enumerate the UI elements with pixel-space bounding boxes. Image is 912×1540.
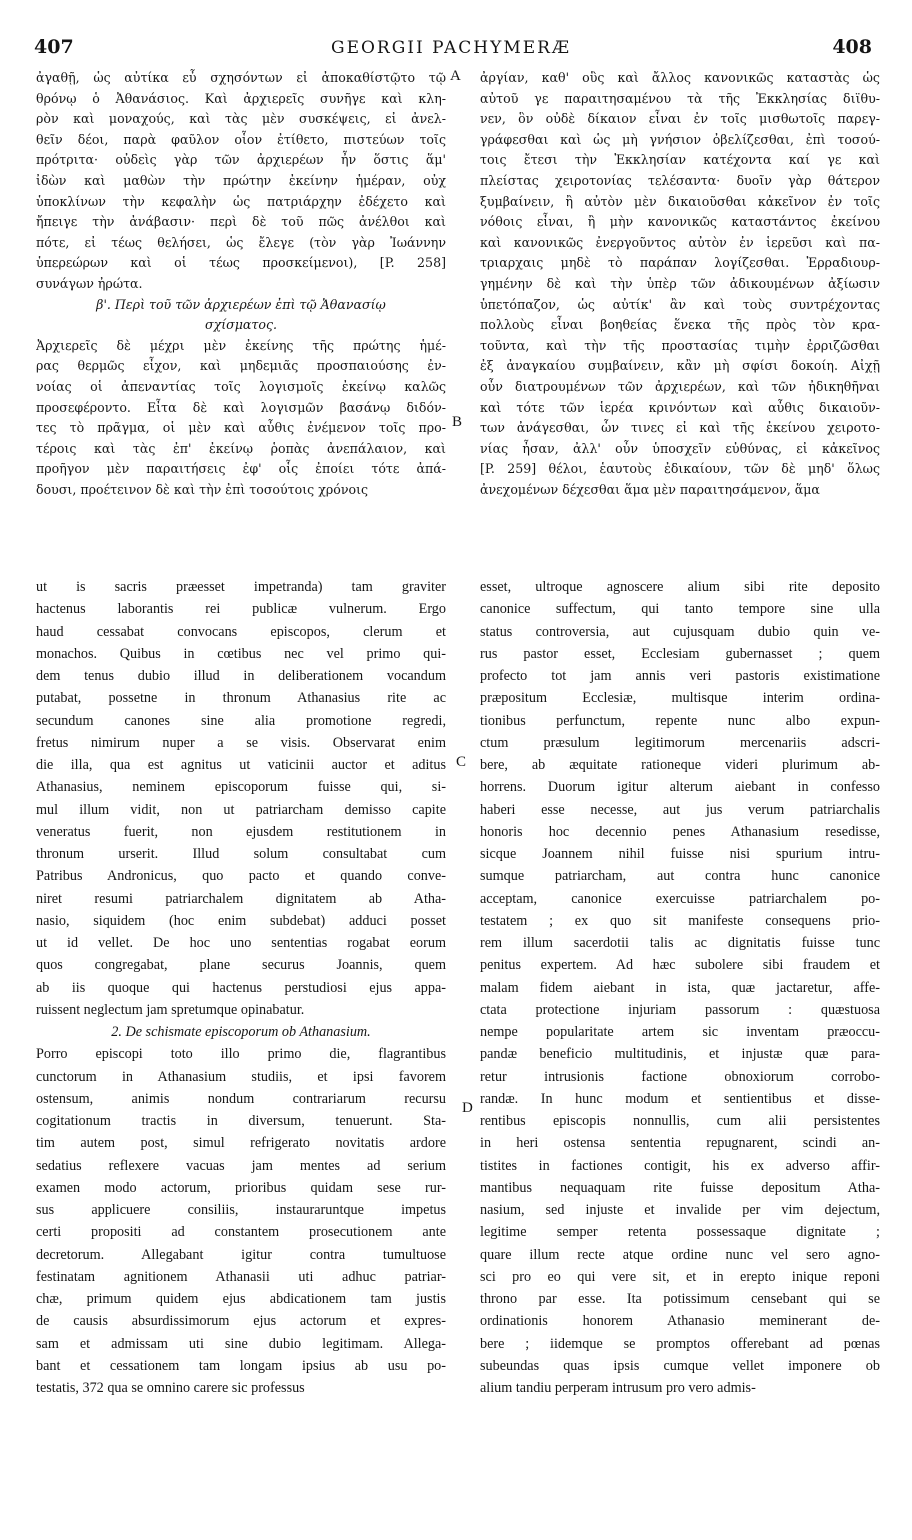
text-line: chæ, primum quidem ejus abdicationem tam justis <box>36 1291 446 1307</box>
text-line: veneratus fuerit, non ejusdem restitutionem in <box>36 823 446 840</box>
text-line: honoris hoc decennio penes Athanasium resedisse, <box>480 823 880 840</box>
text-line: subeundas quas ipsis cumque vellet imponere ob <box>480 1357 880 1374</box>
text-line: esset, ultroque agnoscere alium sibi rite deposito <box>480 579 880 595</box>
greek-column-left <box>36 68 446 553</box>
page-number-right: 408 <box>832 36 872 58</box>
text-line: dem tenus dubio illud in deliberationem vocandum <box>36 668 446 684</box>
text-line: τέροις καὶ τὰς ἐπ' ἐκείνῳ ῥοπὰς ἀνεπάλαιον, καὶ <box>36 440 446 456</box>
text-line: αὐτοῦ γε παραιτησαμένου τὰ τῆς Ἐκκλησίας διϊθυ- <box>480 90 880 106</box>
text-line: bere, ab æquitate rationeque videri plurimum ab- <box>480 757 880 773</box>
text-line: τες τὸ πρᾶγμα, οἱ μὲν καὶ αὖθις ἐνέμενον τοῖς προ- <box>36 420 446 436</box>
text-line: throno par esse. Ita potissimum censebant qui se <box>480 1291 880 1307</box>
text-line: θεῖν δέοι, παρὰ φαῦλον οἷον ἐτίθετο, πιστεύων τοῖς <box>36 131 446 147</box>
text-line: [P. 259] θέλοι, ἑαυτοὺς ἐδικαίουν, τῶν δὲ μηδ' ὅλως <box>480 461 880 477</box>
text-line: πλείστας χειροτονίας τελέσαντα· δυοῖν γὰρ θάτερον <box>480 172 880 188</box>
text-line: de causis absurdissimorum ejus actorum et expres- <box>36 1313 446 1330</box>
text-line: bant et cessationem tam longam ipsius ab usu po- <box>36 1357 446 1374</box>
text-line: nasium, sed injuste et invalide per vim dejectum, <box>480 1202 880 1218</box>
section-marker-c: C <box>456 754 467 770</box>
text-line: status controversia, aut cujusquam dubio quin ve- <box>480 623 880 640</box>
text-line: ἰδὼν καὶ μαθὼν τὴν πρώτην ἐκείνην ἡμέραν, οὐχ <box>36 172 446 188</box>
text-line: οὖν διατρουμένων τῶν ἀρχιερέων, καὶ τῶν ἠδικηθῆναι <box>480 378 880 394</box>
text-line: quos congregabat, plane securus Joannis, quem <box>36 957 446 974</box>
text-line: νεν, ὃν οὐδὲ δίκαιον εἶναι ἐν τοῖς μισθωτοῖς παρεγ- <box>480 111 880 127</box>
text-line: mul illum vidit, non ut patriarcham demisso capite <box>36 801 446 818</box>
text-line: retur intrusionis factione obnoxiorum corrobo- <box>480 1068 880 1085</box>
text-line: sci pro eo qui vere sit, et in erepto inique reponi <box>480 1268 880 1285</box>
text-line: προῆγον μὲν παραιτήσεις ἐφ' οἷς ἐποίει τότε ἀπά- <box>36 461 446 477</box>
text-line: rentibus episcopis nonnullis, cum alii persistentes <box>480 1113 880 1129</box>
text-line: festinatam agnitionem Athanasii uti adhuc patriar- <box>36 1268 446 1285</box>
text-line: καὶ κανονικῶς ἐνεργοῦντος αὐτὸν ἐν ἱερεῦσι καὶ πα- <box>480 234 880 250</box>
text-line: θρόνῳ ὁ Ἀθανάσιος. Καὶ ἀρχιερεῖς συνῆγε καὶ κλη- <box>36 90 446 106</box>
text-line: horrens. Duorum igitur alterum aiebant in confesso <box>480 779 880 796</box>
text-line: ut id vellet. De hoc uno sententias rogabat eorum <box>36 935 446 951</box>
text-line: certi propositi ad constantem prosecutionem ante <box>36 1224 446 1241</box>
text-line: testatis, 372 qua se omnino carere sic professus <box>36 1380 305 1396</box>
text-line: nasio, siquidem (hoc enim subdebat) adduci posset <box>36 912 446 929</box>
greek-column-right <box>480 68 880 553</box>
text-line: acceptam, canonice exercuisse patriarchalem po- <box>480 890 880 907</box>
text-line: τριαρχαις μηδὲ τὸ παράπαν λογίζεσθαι. Ἐρραδιουρ- <box>480 255 880 271</box>
text-line: σχίσματος. <box>204 317 278 333</box>
text-line: fretus nimirum nuper a se visis. Observarat enim <box>36 734 446 751</box>
text-line: pandæ beneficio multitudinis, et injustæ quæ para- <box>480 1046 880 1063</box>
section-marker-b: B <box>452 414 463 430</box>
text-line: συνάγων ἠρώτα. <box>36 275 143 291</box>
text-line: ctum præsulum legitimorum mercenariis adscri- <box>480 734 880 751</box>
text-line: ὑποκλίνων τὴν κεφαλὴν ὡς πατριάρχην ἐδέχετο καὶ <box>36 193 446 209</box>
text-line: bere ; iidemque se promptos offerebant ad pœnas <box>480 1335 880 1352</box>
text-line: sam et admissam uti sine dubio legitimam. Allega- <box>36 1335 446 1352</box>
text-line: haberi esse necesse, aut jus verum patriarchalis <box>480 801 880 818</box>
text-line: die illa, qua est agnitus ut vaticinii auctor et aditus <box>36 757 446 773</box>
text-line: in heri ostensa sententia repugnarent, scindi an- <box>480 1135 880 1152</box>
text-line: sumque patriarcham, aut contra hunc canonice <box>480 868 880 885</box>
text-line: δουσι, προέτεινον δὲ καὶ τὴν ἐπὶ τοσούτοις χρόνοις <box>36 481 369 497</box>
text-line: thronum urserit. Illud solum consultabat cum <box>36 846 446 862</box>
text-line: nempe popularitate artem sic inventam præoccu- <box>480 1024 880 1040</box>
text-line: νόθοις εἶναι, ἢ μὴν κανονικῶς καταστάντος ἐκείνου <box>480 214 880 230</box>
text-line: πότε, εἰ τέως θελήσει, ὡς ἔλεγε (τὸν γὰρ Ἰωάννην <box>36 234 446 250</box>
text-line: rem illum sacerdotii talis ac dignitatis fuisse tunc <box>480 935 880 951</box>
text-line: malam fidem aiebant in ista, quæ jactaretur, affe- <box>480 979 880 996</box>
page-number-left: 407 <box>34 36 74 58</box>
text-line: ἀργίαν, καθ' οὓς καὶ ἄλλος κανονικῶς καταστὰς ὡς <box>480 70 880 85</box>
text-line: ruissent neglectum jam spretumque opinabatur. <box>36 1001 305 1018</box>
text-line: examen modo actorum, prioribus quidam sese rur- <box>36 1179 446 1196</box>
text-line: ὑπερεώρων καὶ οἱ τέως προσκείμενοι), [P. 258] <box>36 255 446 271</box>
text-line: τοις ἔτεσι τὴν Ἐκκλησίαν κατέχοντα καί γε καὶ <box>480 152 880 168</box>
text-line: canonice suffectum, qui tanto tempore sine ulla <box>480 601 880 618</box>
text-line: Ἀρχιερεῖς δὲ μέχρι μὲν ἐκείνης τῆς πρώτης ἡμέ- <box>36 337 446 353</box>
text-line: ordinationis honorem Athanasio meminerant de- <box>480 1313 880 1330</box>
text-line: tionibus perfunctum, repente nunc albo expun- <box>480 712 880 729</box>
section-marker-a: A <box>450 68 461 84</box>
text-line: ὑπετόπαζον, ὡς αὐτίκ' ἂν καὶ τοὺς συντρέχοντας <box>480 296 880 312</box>
text-line: γράφεσθαι καὶ ὡς μὴ γνήσιον ὀβελίζεσθαι, ἐπὶ τοσού- <box>480 131 880 147</box>
text-line: ctata protectione injuriam passorum : quæstuosa <box>480 1001 880 1018</box>
running-header <box>30 34 872 62</box>
text-line: penitus expertem. Ad hæc subolere sibi fraudem et <box>480 957 880 974</box>
text-line: καὶ τότε τῶν ἱερέα κρινόντων καὶ αὖθις δικαιοῦν- <box>480 399 880 415</box>
text-line: ἤπειγε τὴν ἀνάβασιν· περὶ δὲ τοῦ πῶς ἀνέλθοι καὶ <box>36 214 446 230</box>
text-line: ut is sacris præesset impetranda) tam graviter <box>36 579 446 595</box>
text-line: præpositum Ecclesiæ, multisque interim ordina- <box>480 690 880 707</box>
text-line: προσεφέροντο. Εἶτα δὲ καὶ λογισμῶν βασάνῳ διδόν- <box>36 399 446 415</box>
text-line: cunctorum in Athanasium studiis, et ipsi favorem <box>36 1068 446 1085</box>
text-line: πρότριτα· οὐδεὶς γὰρ τῶν ἀρχιερέων ἦν ὅστις ἅμ' <box>36 152 446 168</box>
text-line: πολλοὺς εἶναι βοηθείας ἕνεκα τῆς πρὸς τὸν κρα- <box>480 317 880 333</box>
section-marker-d: D <box>462 1100 473 1116</box>
text-line: Patribus Andronicus, quo pacto et quando conve- <box>36 868 446 885</box>
text-line: των ἀνάγεσθαι, ὧν τινες εἰ καὶ τῆς ἐκείνου χειροτο- <box>480 420 880 436</box>
running-title: GEORGII PACHYMERÆ <box>331 38 571 58</box>
text-line: Athanasius, neminem episcoporum fuisse qui, si- <box>36 779 446 796</box>
text-line: ἀνεχομένων δέχεσθαι ἅμα μὲν παραιτησάμενον, ἅμα <box>480 481 820 497</box>
text-line: testatem ; ex quo sit manifeste consequens prio- <box>480 912 880 929</box>
text-line: ἀγαθῇ, ὡς αὐτίκα εὖ σχησόντων εἰ ἀποκαθίστῷτο τῷ <box>36 70 446 85</box>
latin-column-right <box>480 576 880 1496</box>
text-line: niret resumi patriarchalem dignitatem ab Atha- <box>36 890 446 907</box>
text-line: profecto tot jam annis veri pastoris existimatione <box>480 668 880 684</box>
text-line: secundum canones sine alia promotione regredi, <box>36 712 446 729</box>
text-line: Porro episcopi toto illo primo die, flagrantibus <box>36 1046 446 1063</box>
text-line: ἐξ ἀναγκαίου συμβαίνειν, κἂν μὴ σφίσι δοκοίη. Αἰχῇ <box>480 358 880 374</box>
text-line: sedatius reflexere vacuas jam mentes ad serium <box>36 1157 446 1174</box>
text-line: ab iis quoque qui hactenus perstudiosi ejus appa- <box>36 979 446 996</box>
text-line: legitime semper retenta possessaque dignitate ; <box>480 1224 880 1241</box>
text-line: ξυμβαίνειν, ἢ αὐτὸν μὲν δικαιοῦσθαι κἀκεῖνον ἐν τοῖς <box>480 193 880 209</box>
text-line: mantibus nequaquam rite fuisse depositum Atha- <box>480 1179 880 1196</box>
text-line: ρας θερμῶς εἶχον, καὶ μηδεμιᾶς προσπαιούσης ἐν- <box>36 358 446 374</box>
text-line: randæ. In hunc modum et sentientibus et disse- <box>480 1090 880 1107</box>
text-line: hactenus laborantis rei publicæ vulnerum. Ergo <box>36 601 446 618</box>
text-line: cogitationum tractis in diversum, tenuerunt. Sta- <box>36 1113 446 1129</box>
text-line: quare illum recte atque ordine nunc vel sero agno- <box>480 1246 880 1263</box>
text-line: tistites in factiones contigit, his ex adverso affir- <box>480 1157 880 1174</box>
text-line: τοῦντα, καὶ τὴν τῆς προστασίας τιμὴν ἐρριζῶσθαι <box>480 337 880 353</box>
text-line: 2. De schismate episcoporum ob Athanasium. <box>111 1024 371 1040</box>
text-line: ρὸν καὶ μοναχούς, καὶ τὰς μὲν συσκέψεις, εἰ ἀνελ- <box>36 111 446 127</box>
latin-column-left <box>36 576 446 1496</box>
text-line: putabat, possetne in thronum Athanasius rite ac <box>36 690 446 707</box>
text-line: rus pastor esset, Ecclesiam gubernasset ; quem <box>480 645 880 662</box>
text-line: ostensum, animis nondum contrariarum recursu <box>36 1090 446 1107</box>
text-line: haud cessabat convocans episcopos, clerum et <box>36 623 446 640</box>
text-line: tim autem post, simul refrigerato novitatis ardore <box>36 1135 446 1152</box>
text-line: alium tandiu perperam intrusum pro vero admis- <box>480 1380 756 1396</box>
text-line: monachos. Quibus in cœtibus nec vel primo qui- <box>36 645 446 662</box>
text-line: νοίας οἱ ἀπεναντίας τοῖς λογισμοῖς ἐκείνῳ καλῶς <box>36 378 446 394</box>
text-line: νίας ἦσαν, ἀλλ' οὖν ὑποσχεῖν εὐθύνας, εἰ κἀκεῖνος <box>480 440 880 456</box>
text-line: sus applicuere consiliis, instauraruntque impetus <box>36 1202 446 1218</box>
text-line: sicque Joannem nihil fuisse nisi spurium intru- <box>480 846 880 862</box>
text-line: β'. Περὶ τοῦ τῶν ἀρχιερέων ἐπὶ τῷ Ἀθανασίῳ <box>96 296 386 312</box>
text-line: decretorum. Allegabant igitur contra tumultuose <box>36 1246 446 1263</box>
text-line: γημένην δὲ καὶ τὴν ὑπὲρ τῶν ἀδικουμένων ἀξίωσιν <box>480 275 880 291</box>
